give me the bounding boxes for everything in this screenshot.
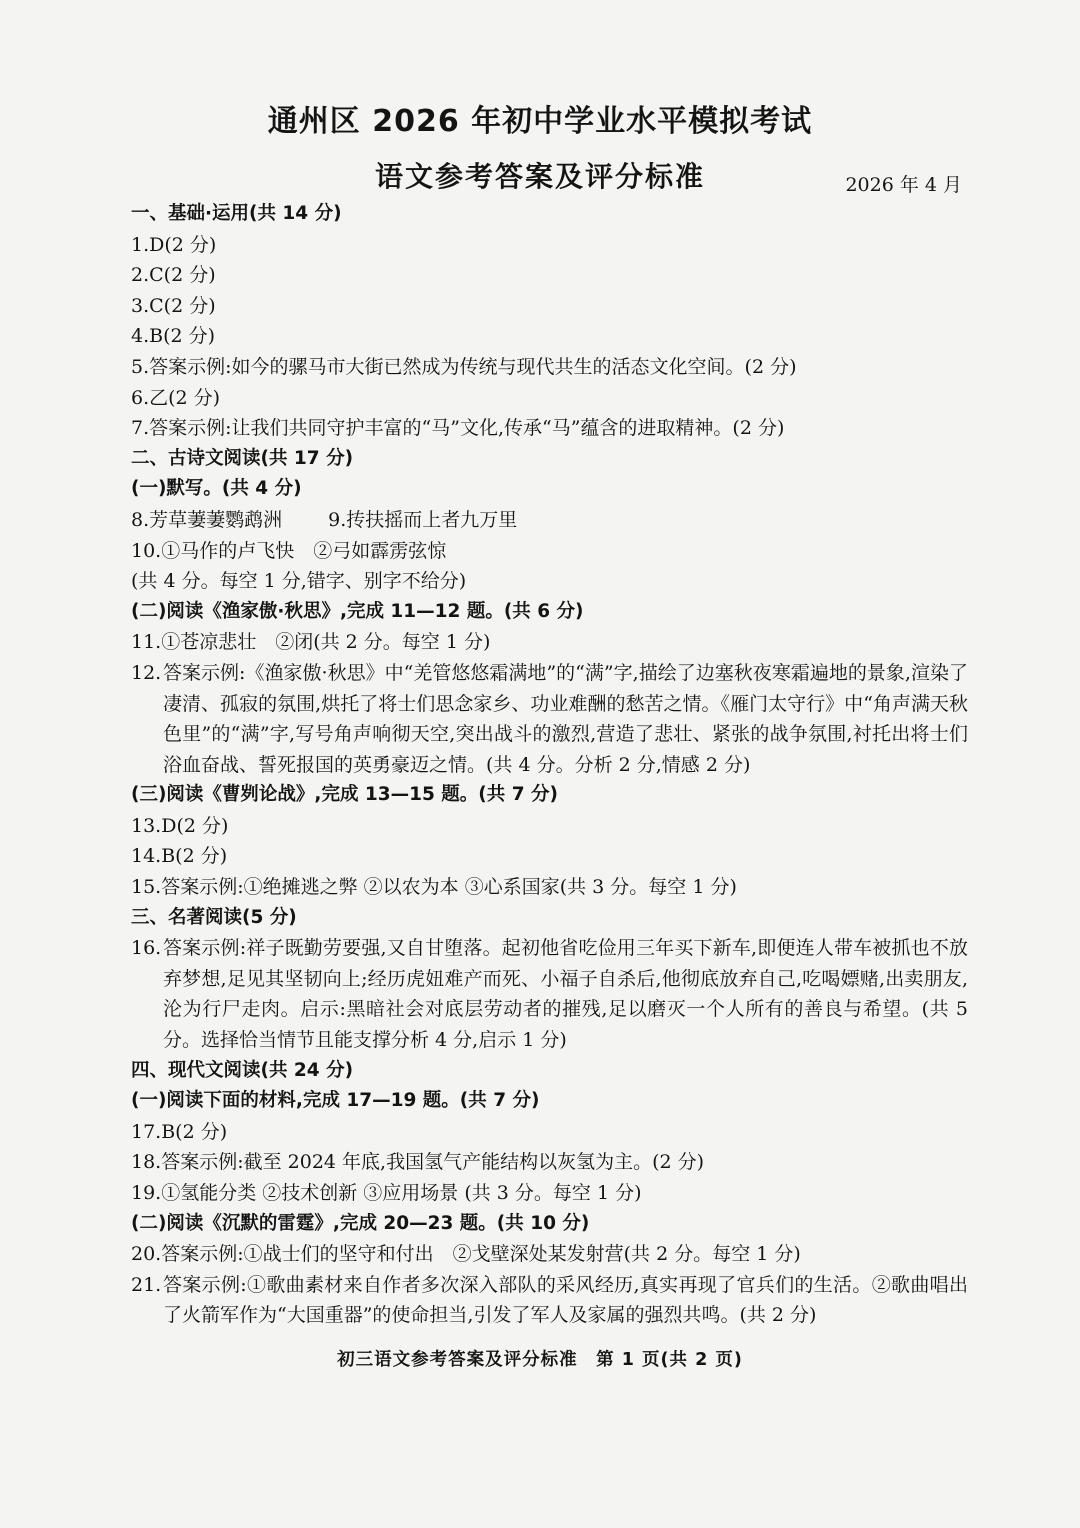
part-heading: (二)阅读《渔家傲·秋思》,完成 11—12 题。(共 6 分) <box>131 600 584 622</box>
answer-number: 12. <box>131 661 162 684</box>
answer-line: 19.①氢能分类 ②技术创新 ③应用场景 (共 3 分。每空 1 分) <box>131 1182 642 1204</box>
answer-line: 15.答案示例:①绝摊逃之弊 ②以农为本 ③心系国家(共 3 分。每空 1 分) <box>131 876 737 899</box>
answer-line: 20.答案示例:①战士们的坚守和付出 ②戈壁深处某发射营(共 2 分。每空 1 分) <box>131 1243 801 1266</box>
answer-line: 6.乙(2 分) <box>131 386 221 409</box>
answer-line: 14.B(2 分) <box>131 845 228 868</box>
section-heading: 四、现代文阅读(共 24 分) <box>131 1059 354 1081</box>
part-heading: (一)默写。(共 4 分) <box>131 478 302 500</box>
part-heading: (二)阅读《沉默的雷霆》,完成 20—23 题。(共 10 分) <box>131 1212 590 1234</box>
page-footer: 初三语文参考答案及评分标准 第 1 页(共 2 页) <box>337 1350 743 1370</box>
answer-line <box>131 505 968 536</box>
answer-number: 21. <box>131 1273 162 1296</box>
page-title: 通州区 2026 年初中学业水平模拟考试 <box>267 104 813 139</box>
answer-paragraph <box>131 1270 968 1331</box>
answer-line: 13.D(2 分) <box>131 814 229 837</box>
answer-line: 7.答案示例:让我们共同守护丰富的“马”文化,传承“马”蕴含的进取精神。(2 分) <box>131 417 785 440</box>
answer-line: 17.B(2 分) <box>131 1120 228 1143</box>
answer-9: 9.抟扶摇而上者九万里 <box>328 508 518 531</box>
answer-text: 答案示例:①歌曲素材来自作者多次深入部队的采风经历,真实再现了官兵们的生活。②歌曲唱出了火箭军作为“大国重器”的使命担当,引发了军人及家属的强烈共鸣。(共 2 分) <box>163 1273 968 1327</box>
answer-text: 答案示例:祥子既勤劳要强,又自甘堕落。起初他省吃俭用三年买下新车,即便连人带车被抓也不放弃梦想,足见其坚韧向上;经历虎妞难产而死、小福子自杀后,他彻底放弃自己,吃喝嫖赌,出卖朋友,沦为行尸走肉。启示:黑暗社会对底层劳动者的摧残,足以磨灭一个人所有的善良与希望。(共 5 分。选择恰当情节且能支撑分析 4 分,启示 1 分) <box>163 937 968 1052</box>
exam-date: 2026 年 4 月 <box>845 174 962 196</box>
answer-line: 10.①马作的卢飞快 ②弓如霹雳弦惊 <box>131 539 447 562</box>
part-heading: (三)阅读《曹刿论战》,完成 13—15 题。(共 7 分) <box>131 784 558 806</box>
section-heading: 三、名著阅读(5 分) <box>131 906 297 928</box>
answer-line: 1.D(2 分) <box>131 233 217 256</box>
answer-number: 16. <box>131 937 162 960</box>
answer-line: 11.①苍凉悲壮 ②闭(共 2 分。每空 1 分) <box>131 631 491 654</box>
answer-paragraph <box>131 933 968 1055</box>
section-heading: 一、基础·运用(共 14 分) <box>131 203 342 224</box>
answer-line: 5.答案示例:如今的骡马市大街已然成为传统与现代共生的活态文化空间。(2 分) <box>131 355 797 378</box>
answer-line: 2.C(2 分) <box>131 264 216 287</box>
part-heading: (一)阅读下面的材料,完成 17—19 题。(共 7 分) <box>131 1090 540 1112</box>
answer-8: 8.芳草萋萋鹦鹉洲 <box>131 508 283 531</box>
answer-line: 18.答案示例:截至 2024 年底,我国氢气产能结构以灰氢为主。(2 分) <box>131 1151 705 1174</box>
answer-line: 3.C(2 分) <box>131 294 216 317</box>
scoring-note: (共 4 分。每空 1 分,错字、别字不给分) <box>131 570 467 593</box>
answer-line: 4.B(2 分) <box>131 325 216 348</box>
answer-paragraph <box>131 658 968 780</box>
answer-text: 答案示例:《渔家傲·秋思》中“羌管悠悠霜满地”的“满”字,描绘了边塞秋夜寒霜遍地的景象,渲染了凄清、孤寂的氛围,烘托了将士们思念家乡、功业难酬的愁苦之情。《雁门太守行》中“角声满天秋色里”的“满”字,写号角声响彻天空,突出战斗的激烈,营造了悲壮、紧张的战争氛围,衬托出将士们浴血奋战、誓死报国的英勇豪迈之情。(共 4 分。分析 2 分,情感 2 分) <box>163 661 968 776</box>
answer-body <box>131 199 968 1331</box>
section-heading: 二、古诗文阅读(共 17 分) <box>131 447 354 469</box>
page-subtitle: 语文参考答案及评分标准 <box>374 160 705 193</box>
